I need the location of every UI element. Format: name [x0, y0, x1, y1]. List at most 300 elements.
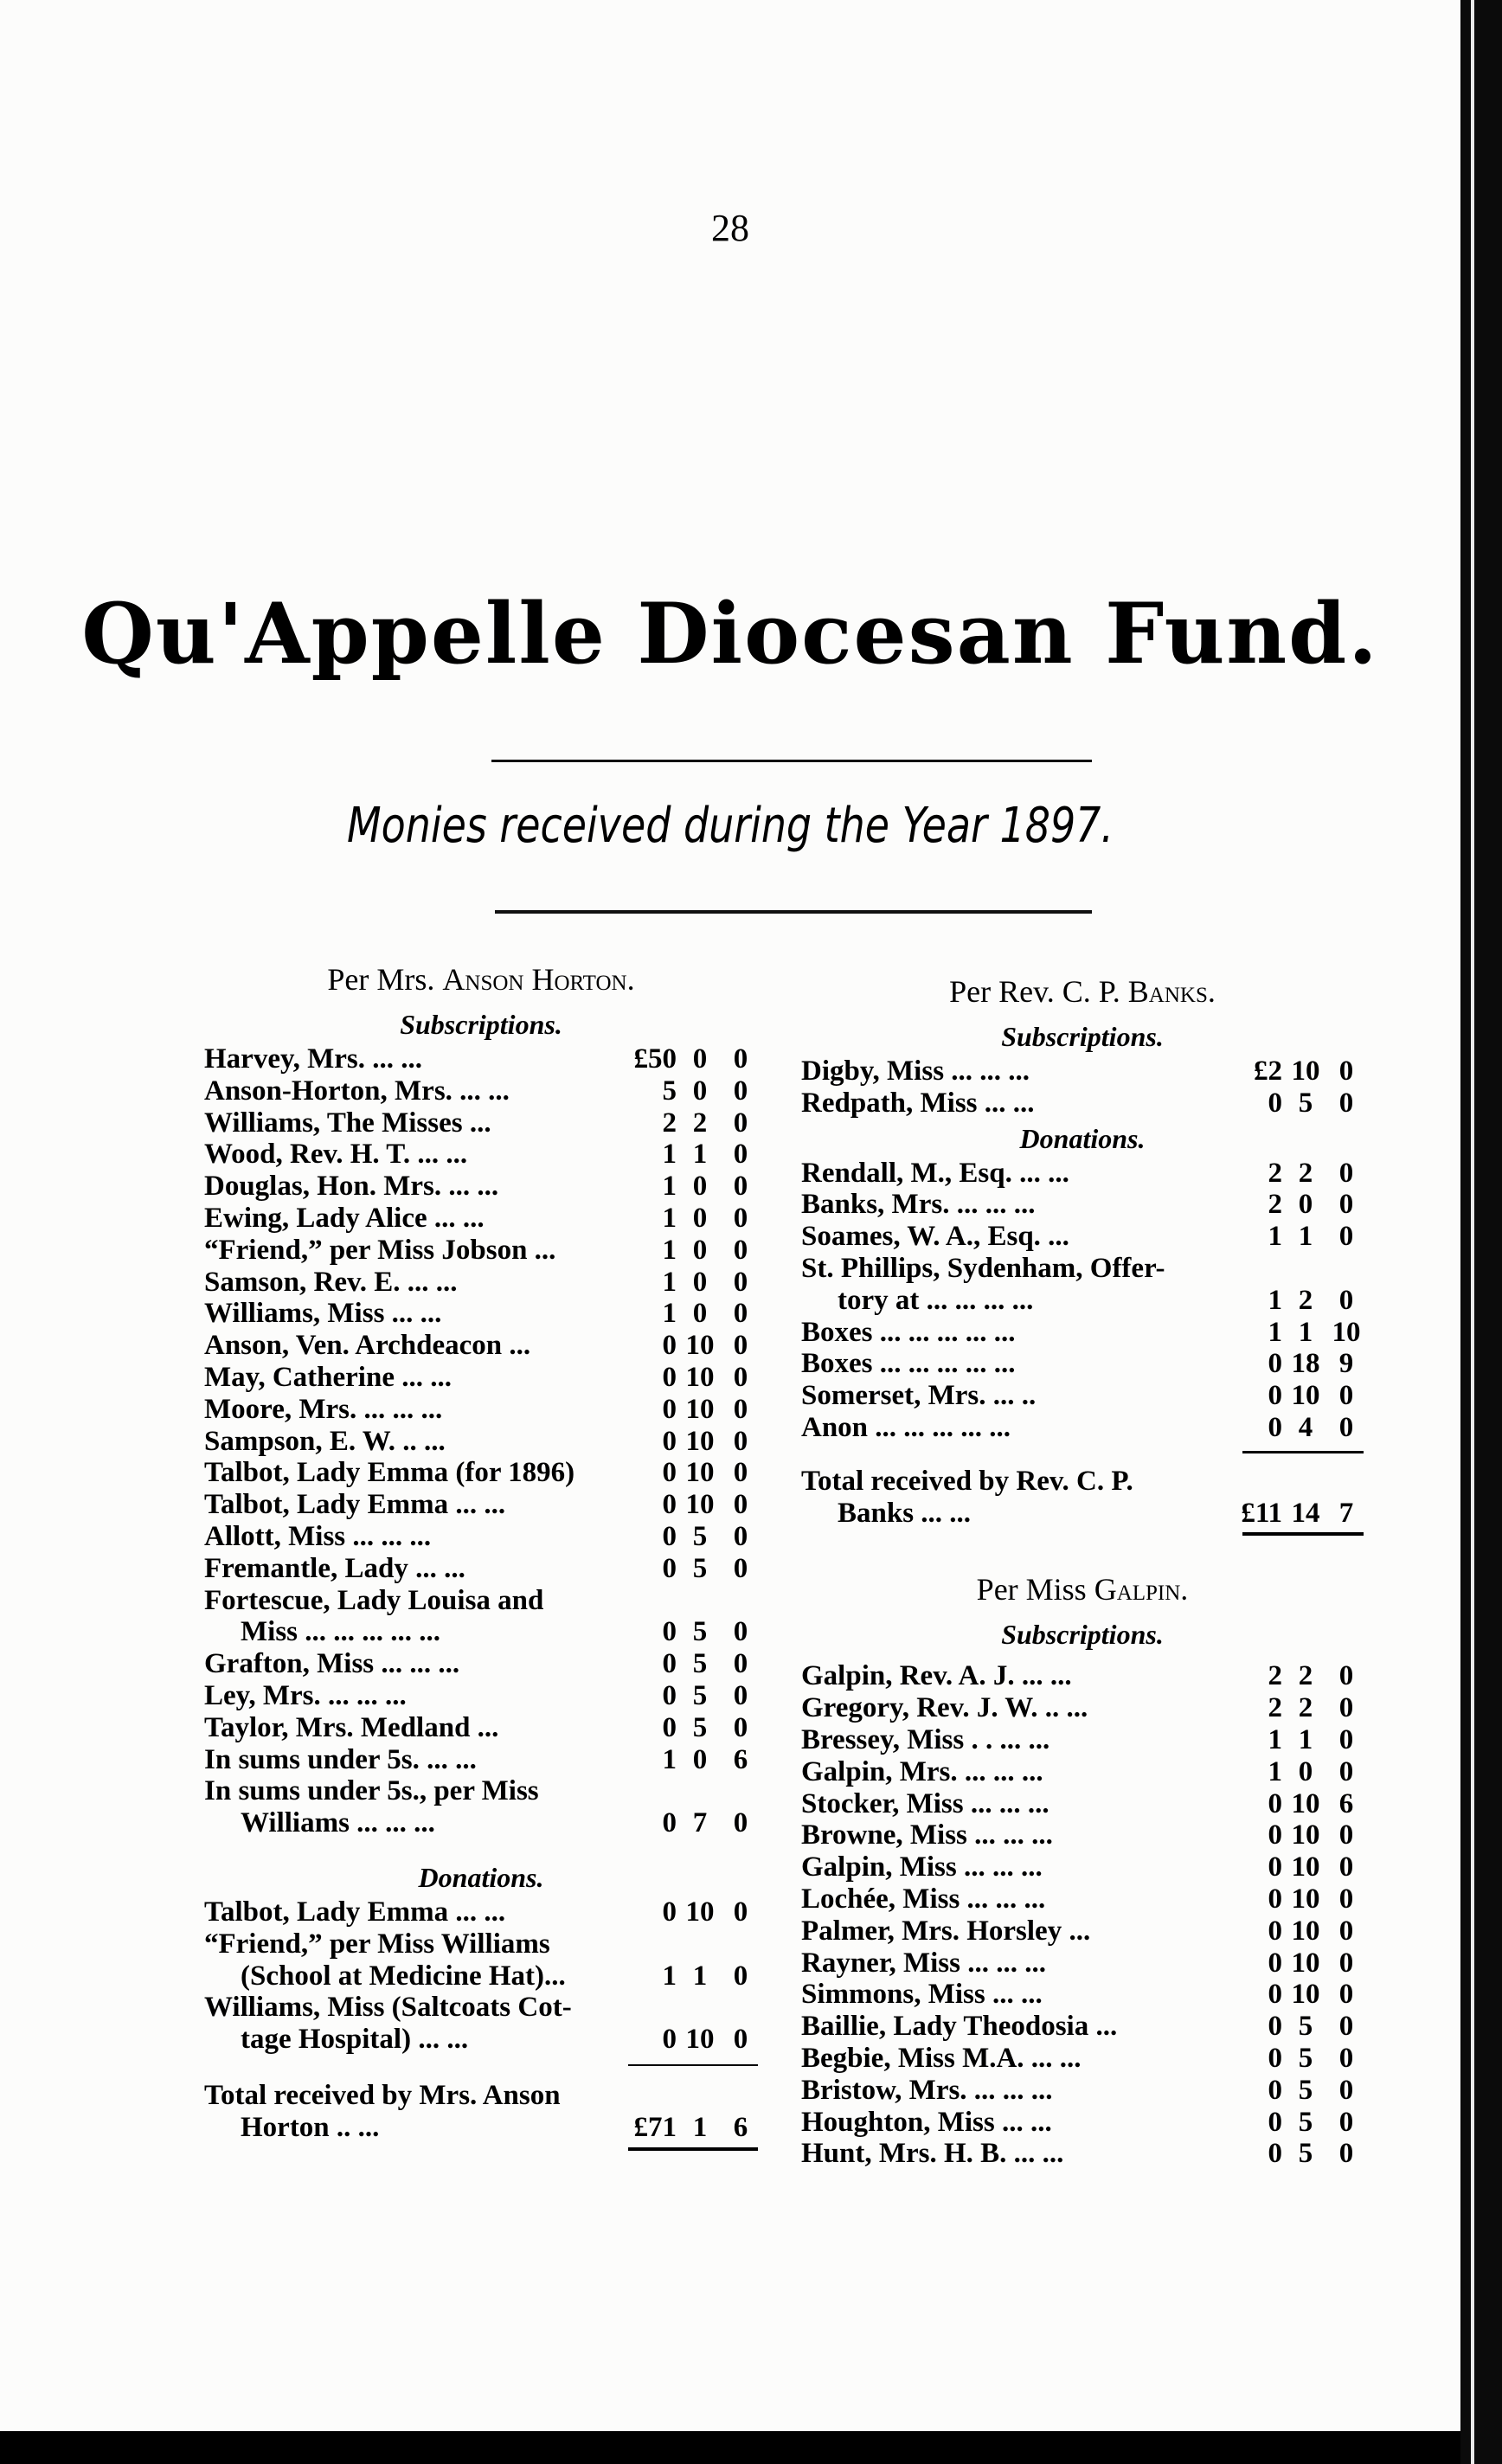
entry-pence: 0 — [733, 1552, 748, 1584]
entry-row — [204, 1267, 758, 1299]
entry-row — [801, 1947, 1364, 1980]
entry-row — [204, 1896, 758, 1928]
entry-row — [204, 1616, 758, 1648]
right-total-line1 — [801, 1466, 1364, 1498]
entry-pounds: 0 — [1268, 1819, 1282, 1851]
entry-amount — [1227, 1380, 1364, 1412]
entry-shillings: 10 — [1291, 1380, 1320, 1412]
entry-name: Anson-Horton, Mrs. ... ... — [204, 1075, 510, 1107]
entry-name: (School at Medicine Hat)... — [241, 1960, 566, 1992]
entry-name: Browne, Miss ... ... ... — [801, 1819, 1053, 1851]
entry-shillings: 1 — [692, 1139, 708, 1171]
entry-shillings: 10 — [685, 1457, 715, 1489]
subtitle-rule — [495, 910, 1092, 914]
entry-row — [204, 1680, 758, 1712]
page-number: 28 — [711, 207, 749, 249]
entry-amount — [621, 1139, 758, 1171]
right-total-shillings: 14 — [1291, 1497, 1320, 1529]
entry-name: Galpin, Rev. A. J. ... ... — [801, 1660, 1072, 1692]
entry-amount — [1227, 2011, 1364, 2043]
entry-shillings: 5 — [692, 1520, 708, 1552]
entry-row — [204, 1807, 758, 1839]
entry-name: Stocker, Miss ... ... ... — [801, 1787, 1049, 1819]
entry-amount — [621, 1330, 758, 1362]
entry-shillings: 7 — [692, 1807, 708, 1839]
entry-name: Soames, W. A., Esq. ... — [801, 1221, 1069, 1253]
entry-pounds: 2 — [1268, 1692, 1282, 1724]
entry-shillings: 10 — [685, 1330, 715, 1362]
entry-pence: 0 — [1338, 2138, 1354, 2170]
entry-pounds: 2 — [1268, 1660, 1282, 1692]
entry-pounds: 0 — [1268, 1979, 1282, 2011]
entry-pence: 0 — [1338, 1411, 1354, 1443]
entry-pounds: 1 — [1268, 1284, 1282, 1316]
entry-row — [204, 1075, 758, 1107]
entry-pence: 9 — [1338, 1348, 1354, 1380]
entry-row — [204, 1553, 758, 1585]
entry-pence: 0 — [1338, 1660, 1354, 1692]
entry-pounds: 0 — [1268, 1883, 1282, 1915]
right-subscriptions-list — [801, 1056, 1364, 1120]
entry-amount — [621, 1489, 758, 1521]
entry-pence: 0 — [1338, 1380, 1354, 1412]
title-rule — [491, 760, 1092, 762]
entry-name: Talbot, Lady Emma ... ... — [204, 1896, 506, 1928]
entry-row — [801, 1158, 1364, 1190]
entry-pounds: 0 — [1268, 1915, 1282, 1947]
page-title: Qu'Appelle Diocesan Fund. — [81, 585, 1379, 683]
entry-pence: 0 — [733, 1171, 748, 1203]
entry-amount — [621, 1426, 758, 1458]
entry-name: Wood, Rev. H. T. ... ... — [204, 1139, 468, 1171]
entry-pence: 0 — [733, 1202, 748, 1234]
entry-pounds: £50 — [633, 1043, 677, 1075]
entry-amount — [621, 1744, 758, 1776]
entry-amount — [1227, 1788, 1364, 1820]
entry-pounds: 0 — [662, 1679, 677, 1711]
entry-pounds: 1 — [1268, 1221, 1282, 1253]
entry-shillings: 5 — [692, 1679, 708, 1711]
entry-name: Allott, Miss ... ... ... — [204, 1520, 432, 1552]
entry-pounds: 0 — [662, 1425, 677, 1457]
entry-name: Simmons, Miss ... ... — [801, 1979, 1043, 2011]
entry-amount — [621, 2024, 758, 2056]
entry-name: Baillie, Lady Theodosia ... — [801, 2011, 1118, 2043]
entry-row — [801, 2138, 1364, 2170]
entry-shillings: 10 — [1291, 1787, 1320, 1819]
entry-row — [204, 1489, 758, 1521]
entry-pounds: 0 — [662, 1711, 677, 1743]
entry-row — [204, 1330, 758, 1362]
entry-name: Begbie, Miss M.A. ... ... — [801, 2042, 1082, 2074]
entry-row — [204, 1139, 758, 1171]
entry-pence: 0 — [733, 1616, 748, 1648]
entry-row — [801, 1317, 1364, 1349]
left-total-rule-top — [628, 2064, 758, 2066]
entry-pence: 0 — [733, 1330, 748, 1362]
entry-row — [801, 1380, 1364, 1412]
entry-name: Williams, Miss (Saltcoats Cot- — [204, 1992, 572, 2024]
galpin-heading-name: Galpin. — [1094, 1572, 1189, 1607]
left-total-label2: Horton .. ... — [241, 2111, 380, 2143]
entry-row — [801, 1788, 1364, 1820]
entry-amount — [621, 1960, 758, 1992]
entry-shillings: 5 — [692, 1648, 708, 1680]
entry-pounds: 1 — [662, 1202, 677, 1234]
entry-name: Digby, Miss ... ... ... — [801, 1056, 1030, 1087]
entry-pounds: 2 — [662, 1107, 677, 1139]
entry-name: Talbot, Lady Emma (for 1896) — [204, 1457, 575, 1489]
entry-shillings: 5 — [1298, 2011, 1313, 2043]
entry-row — [204, 1043, 758, 1075]
entry-amount — [621, 1171, 758, 1203]
entry-pence: 0 — [733, 1234, 748, 1266]
page-edge — [1460, 0, 1502, 2464]
left-total-shillings: 1 — [692, 2111, 708, 2143]
entry-amount — [621, 1043, 758, 1075]
entry-row — [204, 1171, 758, 1203]
entry-row — [204, 1744, 758, 1776]
entry-shillings: 0 — [692, 1171, 708, 1203]
entry-amount — [1227, 1947, 1364, 1980]
entry-shillings: 5 — [1298, 2074, 1313, 2106]
entry-shillings: 0 — [692, 1743, 708, 1775]
entry-name: tage Hospital) ... ... — [241, 2024, 469, 2056]
entry-row — [801, 1189, 1364, 1221]
entry-shillings: 2 — [692, 1107, 708, 1139]
left-column — [204, 960, 758, 2151]
entry-amount — [1227, 1756, 1364, 1788]
right-total-pence: 7 — [1338, 1497, 1354, 1529]
entry-pounds: 0 — [662, 1807, 677, 1839]
entry-name: Rayner, Miss ... ... ... — [801, 1947, 1046, 1979]
galpin-heading — [801, 1570, 1364, 1608]
entry-name: Williams, The Misses ... — [204, 1107, 491, 1139]
galpin-heading-prefix: Per Miss — [976, 1572, 1087, 1607]
left-subscriptions-heading: Subscriptions. — [400, 1009, 562, 1040]
entry-pence: 6 — [733, 1743, 748, 1775]
entry-row — [204, 1298, 758, 1330]
entry-shillings: 10 — [685, 1489, 715, 1521]
page-subtitle: Monies received during the Year 1897. — [347, 798, 1114, 854]
entry-pounds: 1 — [662, 1298, 677, 1330]
entry-amount — [1227, 1056, 1364, 1088]
entry-shillings: 10 — [1291, 1056, 1320, 1087]
entry-amount — [1227, 1915, 1364, 1947]
entry-name: Somerset, Mrs. ... .. — [801, 1380, 1037, 1412]
entry-amount — [621, 1712, 758, 1744]
entry-shillings: 0 — [692, 1266, 708, 1298]
entry-shillings: 0 — [692, 1234, 708, 1266]
entry-row — [204, 1394, 758, 1426]
entry-amount — [1227, 1412, 1364, 1444]
entry-amount — [1227, 1317, 1364, 1349]
entry-pence: 0 — [1338, 1087, 1354, 1119]
entry-pence: 6 — [1338, 1787, 1354, 1819]
entry-pounds: 0 — [1268, 2042, 1282, 2074]
entry-amount — [1227, 1692, 1364, 1724]
entry-pounds: 0 — [1268, 1348, 1282, 1380]
entry-pounds: 0 — [662, 1457, 677, 1489]
entry-amount — [621, 1394, 758, 1426]
entry-row — [801, 1915, 1364, 1947]
entry-row — [204, 1928, 758, 1960]
entry-shillings: 1 — [1298, 1723, 1313, 1755]
entry-shillings: 2 — [1298, 1284, 1313, 1316]
entry-row — [204, 1235, 758, 1267]
entry-row — [801, 2043, 1364, 2075]
entry-name: Grafton, Miss ... ... ... — [204, 1648, 460, 1680]
entry-pence: 10 — [1332, 1316, 1361, 1348]
entry-pence: 0 — [1338, 1883, 1354, 1915]
entry-shillings: 5 — [1298, 2106, 1313, 2138]
entry-amount — [1227, 1348, 1364, 1380]
entry-pounds: 1 — [662, 1960, 677, 1992]
entry-row — [801, 1660, 1364, 1692]
left-heading-prefix: Per Mrs. — [327, 962, 435, 997]
entry-pence: 0 — [1338, 1189, 1354, 1221]
entry-pence: 0 — [1338, 1284, 1354, 1316]
entry-row — [801, 1088, 1364, 1120]
entry-shillings: 0 — [692, 1202, 708, 1234]
entry-amount — [1227, 1285, 1364, 1317]
entry-pence: 0 — [733, 1896, 748, 1928]
entry-amount — [621, 1235, 758, 1267]
entry-amount — [621, 1807, 758, 1839]
entry-name: Douglas, Hon. Mrs. ... ... — [204, 1171, 499, 1203]
entry-pounds: 0 — [1268, 1087, 1282, 1119]
entry-name: Boxes ... ... ... ... ... — [801, 1348, 1016, 1380]
entry-row — [801, 2107, 1364, 2139]
entry-name: Anon ... ... ... ... ... — [801, 1411, 1011, 1443]
entry-name: Miss ... ... ... ... ... — [241, 1616, 440, 1648]
entry-shillings: 2 — [1298, 1157, 1313, 1189]
entry-pounds: 5 — [662, 1075, 677, 1107]
entry-pounds: 1 — [1268, 1316, 1282, 1348]
entry-row — [801, 1724, 1364, 1756]
right-column-heading — [801, 972, 1364, 1011]
left-heading-name: Anson Horton. — [442, 962, 635, 997]
entry-shillings: 10 — [685, 2024, 715, 2056]
entry-name: Banks, Mrs. ... ... ... — [801, 1189, 1036, 1221]
entry-amount — [621, 1896, 758, 1928]
entry-name: Williams ... ... ... — [241, 1807, 435, 1839]
left-subscriptions-list — [204, 1043, 758, 1839]
entry-pounds: 0 — [1268, 2138, 1282, 2170]
entry-pounds: 1 — [662, 1234, 677, 1266]
entry-amount — [621, 1648, 758, 1680]
entry-amount — [1227, 1851, 1364, 1883]
entry-name: Houghton, Miss ... ... — [801, 2106, 1052, 2138]
right-donations-list — [801, 1158, 1364, 1444]
entry-shillings: 18 — [1291, 1348, 1320, 1380]
entry-shillings: 1 — [1298, 1316, 1313, 1348]
entry-name: tory at ... ... ... ... — [838, 1284, 1034, 1316]
entry-row — [801, 1692, 1364, 1724]
entry-row — [801, 1285, 1364, 1317]
left-total-rule-bottom — [628, 2147, 758, 2151]
entry-name: May, Catherine ... ... — [204, 1361, 452, 1393]
entry-row — [204, 1107, 758, 1139]
entry-pounds: 0 — [1268, 1411, 1282, 1443]
entry-name: “Friend,” per Miss Jobson ... — [204, 1234, 556, 1266]
entry-amount — [1227, 1979, 1364, 2011]
entry-amount — [621, 1203, 758, 1235]
entry-pounds: 2 — [1268, 1189, 1282, 1221]
entry-name: Galpin, Mrs. ... ... ... — [801, 1755, 1043, 1787]
entry-row — [204, 1992, 758, 2024]
entry-amount — [1227, 1088, 1364, 1120]
right-total-rule-top — [1242, 1451, 1364, 1453]
right-total-label2: Banks ... ... — [838, 1497, 972, 1529]
entry-row — [204, 1585, 758, 1617]
entry-amount — [621, 1075, 758, 1107]
entry-pence: 0 — [1338, 1819, 1354, 1851]
entry-pence: 0 — [733, 1361, 748, 1393]
entry-amount — [621, 1616, 758, 1648]
entry-name: Fremantle, Lady ... ... — [204, 1552, 465, 1584]
entry-shillings: 0 — [692, 1043, 708, 1075]
left-total-line1 — [204, 2080, 758, 2112]
entry-name: Fortescue, Lady Louisa and — [204, 1584, 544, 1616]
entry-row — [204, 1203, 758, 1235]
entry-name: Redpath, Miss ... ... — [801, 1087, 1035, 1119]
left-donations-list — [204, 1896, 758, 2056]
entry-row — [204, 1426, 758, 1458]
entry-amount — [1227, 1819, 1364, 1851]
entry-pence: 0 — [733, 1807, 748, 1839]
entry-pence: 0 — [733, 1393, 748, 1425]
entry-pounds: £2 — [1254, 1056, 1282, 1087]
entry-shillings: 2 — [1298, 1660, 1313, 1692]
entry-shillings: 10 — [1291, 1947, 1320, 1979]
entry-name: Gregory, Rev. J. W. .. ... — [801, 1692, 1088, 1724]
left-total-line2 — [204, 2112, 758, 2144]
entry-row — [204, 1648, 758, 1680]
entry-amount — [621, 1553, 758, 1585]
entry-name: Lochée, Miss ... ... ... — [801, 1883, 1046, 1915]
right-total-pounds: £11 — [1241, 1497, 1282, 1529]
entry-pence: 0 — [1338, 1947, 1354, 1979]
entry-row — [801, 1883, 1364, 1915]
entry-amount — [1227, 1660, 1364, 1692]
entry-pence: 0 — [1338, 1979, 1354, 2011]
entry-amount — [1227, 1883, 1364, 1915]
entry-row — [801, 1979, 1364, 2011]
entry-name: Rendall, M., Esq. ... ... — [801, 1157, 1069, 1189]
entry-row — [204, 1712, 758, 1744]
entry-amount — [1227, 1724, 1364, 1756]
entry-row — [801, 1412, 1364, 1444]
entry-name: Bristow, Mrs. ... ... ... — [801, 2074, 1053, 2106]
entry-row — [204, 1960, 758, 1992]
entry-row — [801, 1819, 1364, 1851]
left-total-label: Total received by Mrs. Anson — [204, 2079, 561, 2111]
entry-pounds: 2 — [1268, 1157, 1282, 1189]
entry-amount — [1227, 1221, 1364, 1253]
entry-pounds: 0 — [662, 1520, 677, 1552]
entry-pounds: 0 — [662, 2024, 677, 2056]
entry-amount — [621, 1521, 758, 1553]
entry-name: Anson, Ven. Archdeacon ... — [204, 1330, 531, 1362]
entry-pence: 0 — [733, 1043, 748, 1075]
entry-shillings: 10 — [685, 1896, 715, 1928]
entry-row — [801, 2011, 1364, 2043]
entry-amount — [621, 1680, 758, 1712]
entry-amount — [1227, 2043, 1364, 2075]
entry-pence: 0 — [1338, 1915, 1354, 1947]
entry-amount — [621, 1298, 758, 1330]
entry-name: Bressey, Miss . . ... ... — [801, 1723, 1050, 1755]
entry-name: Talbot, Lady Emma ... ... — [204, 1489, 506, 1521]
entry-pence: 0 — [1338, 1692, 1354, 1724]
entry-pounds: 0 — [662, 1616, 677, 1648]
entry-shillings: 10 — [1291, 1979, 1320, 2011]
entry-amount — [1227, 2107, 1364, 2139]
entry-pence: 0 — [733, 1489, 748, 1521]
entry-pence: 0 — [733, 1425, 748, 1457]
entry-row — [801, 2075, 1364, 2107]
entry-pounds: 0 — [1268, 1851, 1282, 1883]
entry-shillings: 1 — [692, 1960, 708, 1992]
page-edge-line — [1471, 0, 1474, 2464]
right-subscriptions-heading: Subscriptions. — [1001, 1021, 1164, 1052]
entry-name: Taylor, Mrs. Medland ... — [204, 1711, 499, 1743]
entry-pence: 0 — [733, 1075, 748, 1107]
entry-row — [204, 2024, 758, 2056]
entry-row — [204, 1775, 758, 1807]
entry-row — [801, 1348, 1364, 1380]
entry-amount — [621, 1267, 758, 1299]
entry-pence: 0 — [1338, 1851, 1354, 1883]
entry-name: Ewing, Lady Alice ... ... — [204, 1202, 485, 1234]
entry-pounds: 0 — [662, 1489, 677, 1521]
entry-pence: 0 — [733, 2024, 748, 2056]
entry-pence: 0 — [733, 1711, 748, 1743]
entry-name: In sums under 5s. ... ... — [204, 1743, 477, 1775]
entry-pence: 0 — [1338, 2106, 1354, 2138]
right-donations-heading: Donations. — [1019, 1122, 1146, 1154]
entry-name: Harvey, Mrs. ... ... — [204, 1043, 423, 1075]
entry-pence: 0 — [733, 1960, 748, 1992]
entry-shillings: 0 — [692, 1075, 708, 1107]
entry-pounds: 1 — [662, 1266, 677, 1298]
entry-pence: 0 — [1338, 2042, 1354, 2074]
entry-shillings: 10 — [1291, 1851, 1320, 1883]
right-heading-prefix: Per Rev. C. P. — [949, 974, 1120, 1009]
entry-pence: 0 — [733, 1457, 748, 1489]
left-total-pounds: £71 — [633, 2111, 677, 2143]
entry-shillings: 0 — [1298, 1189, 1313, 1221]
entry-pounds: 0 — [1268, 2074, 1282, 2106]
entry-shillings: 1 — [1298, 1221, 1313, 1253]
entry-pounds: 0 — [1268, 2011, 1282, 2043]
entry-amount — [1227, 2075, 1364, 2107]
entry-shillings: 10 — [685, 1425, 715, 1457]
entry-row — [204, 1457, 758, 1489]
entry-amount — [621, 1107, 758, 1139]
entry-name: Sampson, E. W. .. ... — [204, 1425, 446, 1457]
entry-name: “Friend,” per Miss Williams — [204, 1928, 550, 1960]
entry-shillings: 4 — [1298, 1411, 1313, 1443]
galpin-subscriptions-heading: Subscriptions. — [1001, 1619, 1164, 1651]
entry-shillings: 10 — [1291, 1819, 1320, 1851]
entry-amount — [621, 1457, 758, 1489]
entry-name: Ley, Mrs. ... ... ... — [204, 1679, 407, 1711]
right-total-line2 — [801, 1498, 1364, 1530]
entry-shillings: 2 — [1298, 1692, 1313, 1724]
entry-name: In sums under 5s., per Miss — [204, 1775, 539, 1807]
